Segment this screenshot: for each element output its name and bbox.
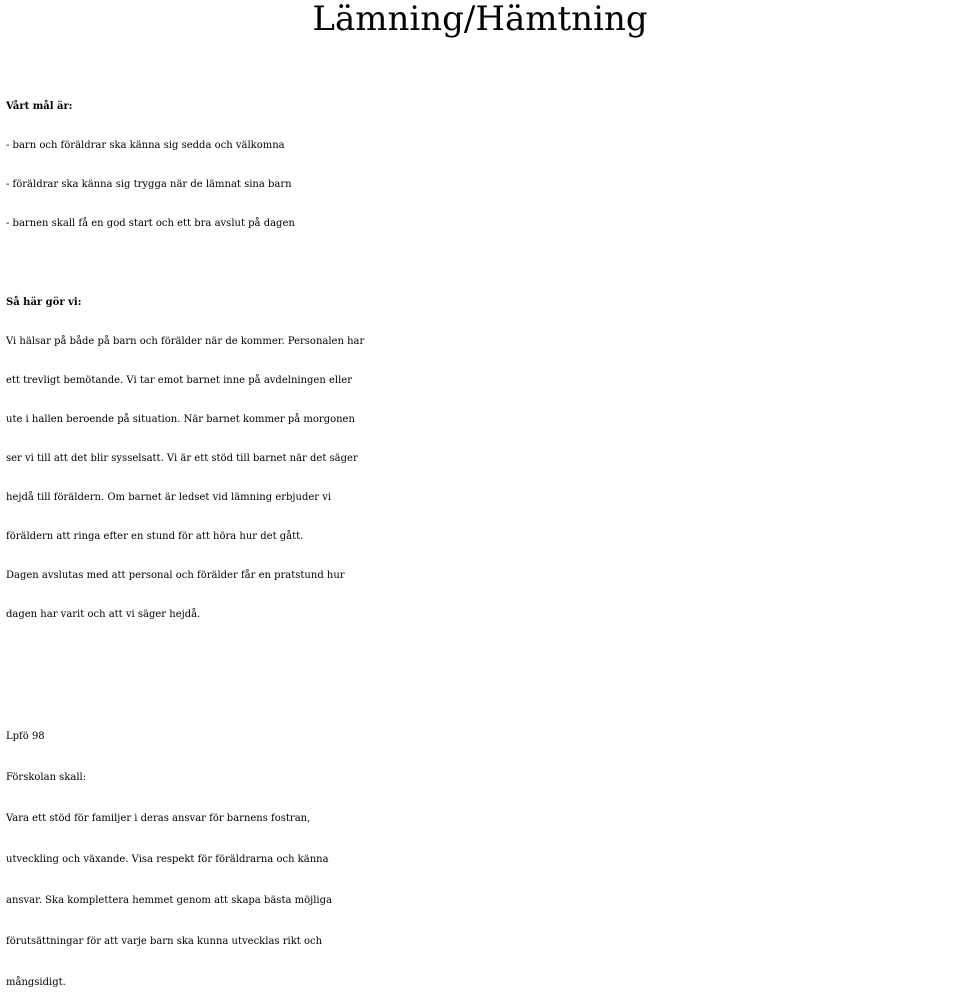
lpfo-paragraph-line: ansvar. Ska komplettera hemmet genom att skapa bästa möjliga <box>6 895 332 906</box>
goal-section <box>6 87 956 243</box>
how-section <box>6 283 956 634</box>
goal-line: - barn och föräldrar ska känna sig sedda och välkomna <box>6 140 285 151</box>
how-paragraph-line: ett trevligt bemötande. Vi tar emot barnet inne på avdelningen eller <box>6 375 352 386</box>
how-paragraph-line: Vi hälsar på både på barn och förälder när de kommer. Personalen har <box>6 336 365 347</box>
lpfo-paragraph-line: Vara ett stöd för familjer i deras ansvar för barnens fostran, <box>6 813 311 824</box>
how-heading: Så här gör vi: <box>6 297 82 308</box>
lpfo-paragraph-line: förutsättningar för att varje barn ska kunna utvecklas rikt och <box>6 936 323 947</box>
lpfo-subheading: Förskolan skall: <box>6 772 87 783</box>
how-paragraph-line: dagen har varit och att vi säger hejdå. <box>6 609 201 620</box>
how-paragraph-line: föräldern att ringa efter en stund för att höra hur det gått. <box>6 531 304 542</box>
how-paragraph-line: hejdå till föräldern. Om barnet är ledset vid lämning erbjuder vi <box>6 492 332 503</box>
page-title: Lämning/Hämtning <box>312 0 648 39</box>
goal-heading: Vårt mål är: <box>6 101 73 112</box>
goal-line: - barnen skall få en god start och ett bra avslut på dagen <box>6 218 295 229</box>
lpfo-section <box>6 716 956 1003</box>
how-paragraph-line: Dagen avslutas med att personal och förälder får en pratstund hur <box>6 570 345 581</box>
how-paragraph-line: ser vi till att det blir sysselsatt. Vi är ett stöd till barnet när det säger <box>6 453 358 464</box>
lpfo-paragraph-line: mångsidigt. <box>6 977 66 988</box>
how-paragraph-line: ute i hallen beroende på situation. När barnet kommer på morgonen <box>6 414 355 425</box>
goal-line: - föräldrar ska känna sig trygga när de lämnat sina barn <box>6 179 292 190</box>
lpfo-paragraph-line: utveckling och växande. Visa respekt för föräldrarna och känna <box>6 854 329 865</box>
lpfo-heading: Lpfö 98 <box>6 731 45 742</box>
